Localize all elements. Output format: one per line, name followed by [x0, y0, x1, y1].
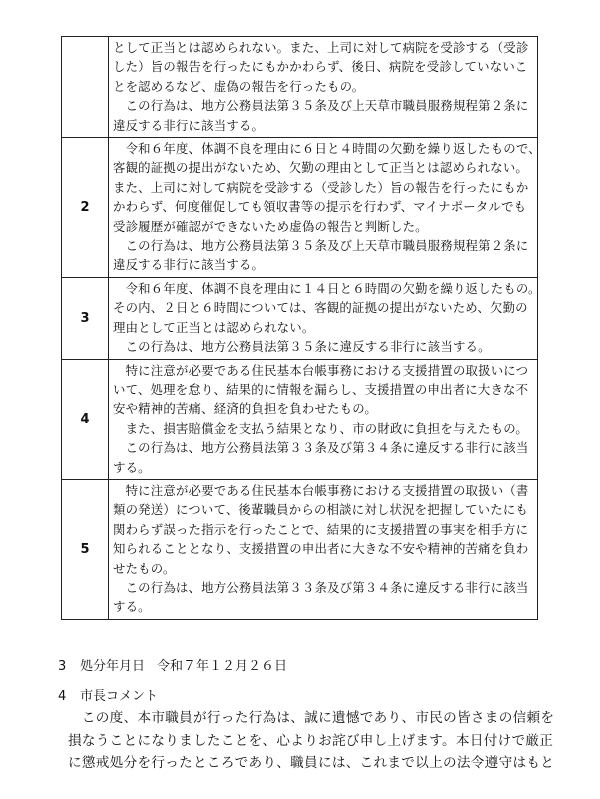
- mayor-comment-text: [58, 707, 558, 775]
- case-description-line: 違反する非行に該当する。: [113, 117, 265, 133]
- case-description-line: せたもの。: [113, 560, 176, 576]
- case-description-line: 受診履歴が確認ができないため虚偽の報告と判断した。: [113, 218, 428, 234]
- case-description-line: 安や精神的苦痛、経済的負担を負わせたもの。: [113, 401, 377, 417]
- section-3-label: 処分年月日: [80, 659, 146, 674]
- case-row: [62, 277, 538, 359]
- case-number: 4: [62, 359, 109, 479]
- case-number: 2: [62, 138, 109, 278]
- case-row: [62, 359, 538, 479]
- case-description-line: 令和６年度、体調不良を理由に６日と４時間の欠勤を繰り返したもので、: [113, 141, 541, 157]
- case-description: [109, 138, 541, 278]
- case-description-line: する。: [113, 459, 151, 475]
- case-description-line: この行為は、地方公務員法第３５条及び上天草市職員服務規程第２条に: [113, 98, 529, 114]
- case-description-line: その内、２日と６時間については、客観的証拠の提出がないため、欠勤の: [113, 300, 528, 316]
- case-description-line: 類の発送）について、後輩職員からの相談に対し状況を把握していたにも: [113, 502, 528, 518]
- section-4-heading: [58, 687, 558, 707]
- comment-line: この度、本市職員が行った行為は、誠に遺憾であり、市民の皆さまの信頼を: [68, 710, 555, 726]
- case-description-line: 特に注意が必要である住民基本台帳事務における支援措置の取扱い（書: [113, 482, 529, 498]
- case-description-line: 知られることとなり、支援措置の申出者に大きな不安や精神的苦痛を負わ: [113, 541, 529, 557]
- case-description-line: 違反する非行に該当する。: [113, 257, 265, 273]
- section-3-date: 令和７年１２月２６日: [157, 659, 288, 674]
- section-3-heading: [58, 657, 558, 677]
- case-description-line: この行為は、地方公務員法第３３条及び第３４条に違反する非行に該当: [113, 440, 529, 456]
- case-description-line: この行為は、地方公務員法第３３条及び第３４条に違反する非行に該当: [113, 579, 529, 595]
- case-description-line: 令和６年度、体調不良を理由に１４日と６時間の欠勤を繰り返したもの。: [113, 280, 541, 296]
- cases-table-body: [62, 37, 541, 620]
- section-3-number: 3: [58, 659, 67, 674]
- case-description-line: 関わらず誤った指示を行ったことで、結果的に支援措置の事実を相手方に: [113, 521, 529, 537]
- comment-line: に懲戒処分を行ったところであり、職員には、これまで以上の法令遵守はもと: [68, 755, 555, 771]
- case-description-line: 特に注意が必要である住民基本台帳事務における支援措置の取扱いにつ: [113, 362, 529, 378]
- case-description-line: いて、処理を怠り、結果的に情報を漏らし、支援措置の申出者に大きな不: [113, 381, 529, 397]
- case-description-line: 客観的証拠の提出がないため、欠勤の理由として正当とは認められない。: [113, 160, 528, 176]
- case-description: [109, 479, 538, 619]
- case-row: [62, 138, 538, 278]
- case-description-line: とを認めるなど、虚偽の報告を行ったもの。: [113, 78, 365, 94]
- case-description: [109, 359, 538, 479]
- case-description-line: この行為は、地方公務員法第３５条に違反する非行に該当する。: [113, 339, 491, 355]
- document-sections: [58, 657, 558, 775]
- case-description-line: 理由として正当とは認められない。: [113, 319, 315, 335]
- case-row: [62, 479, 538, 619]
- case-description-line: として正当とは認められない。また、上司に対して病院を受診する（受診: [113, 40, 529, 55]
- case-number: 5: [62, 479, 109, 619]
- case-description-line: した）旨の報告を行ったにもかかわらず、後日、病院を受診していないこ: [113, 59, 528, 75]
- case-description-line: この行為は、地方公務員法第３５条及び上天草市職員服務規程第２条に: [113, 238, 529, 254]
- case-number: 3: [62, 277, 109, 359]
- case-description: [109, 277, 541, 359]
- case-description: [109, 37, 538, 138]
- section-4-number: 4: [58, 689, 67, 704]
- case-description-line: する。: [113, 599, 151, 615]
- comment-line: 損なうことになりましたことを、心よりお詫び申し上げます。本日付けで厳正: [68, 732, 554, 749]
- case-number: [62, 37, 109, 138]
- case-row: [62, 37, 538, 138]
- case-description-line: また、損害賠償金を支払う結果となり、市の財政に負担を与えたもの。: [113, 420, 528, 436]
- case-description-line: また、上司に対して病院を受診する（受診した）旨の報告を行ったにもか: [113, 179, 529, 195]
- case-description-line: かわらず、何度催促しても領収書等の提示を行わず、マイナポータルでも: [113, 199, 527, 215]
- mayor-comment-section: [58, 687, 558, 775]
- disciplinary-cases-table: [61, 36, 541, 620]
- section-4-label: 市長コメント: [80, 689, 159, 704]
